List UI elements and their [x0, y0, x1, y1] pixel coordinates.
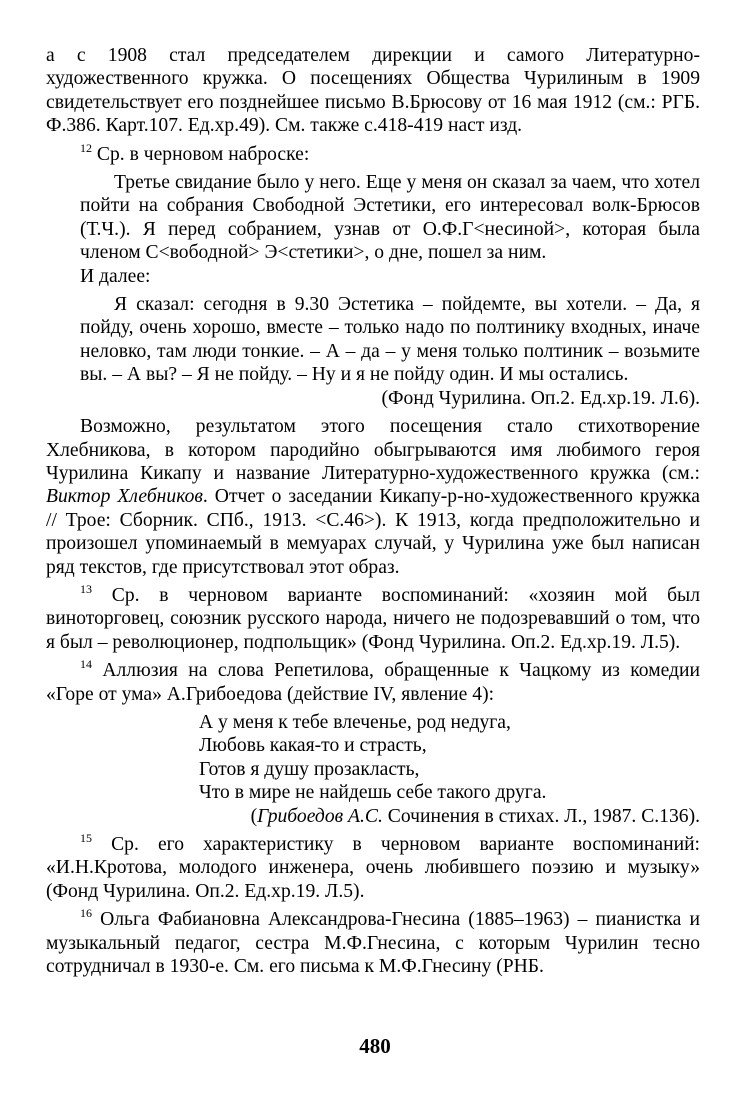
note-15-number: 15	[80, 831, 92, 845]
note-14-number: 14	[80, 657, 92, 672]
note-15-text: Ср. его характеристику в черновом варианте воспоминаний: «И.Н.Кротова, молодого инженера, очень любившего поэзию и музыку» (Фонд Чурилина. Оп.2. Ед.хр.19. Л.5).	[46, 834, 700, 902]
note-14-verse	[199, 711, 700, 828]
note-16-number: 16	[80, 906, 92, 921]
note-12-source: (Фонд Чурилина. Оп.2. Ед.хр.19. Л.6).	[381, 387, 700, 409]
note-12-further: И далее:	[80, 265, 151, 287]
note-12-intro	[46, 140, 700, 166]
note-16-text: Ольга Фабиановна Александрова-Гнесина (1885–1963) – пианистка и музыкальный педагог, сестра М.Ф.Гнесина, с которым Чурилин тесно сотрудничал в 1930-е. См. его письма к М.Ф.Гнесину (РНБ.	[46, 909, 700, 978]
note-12-quote-1: Третье свидание было у него. Еще у меня он сказал за чаем, что хотел пойти на собрания Свободной Эстетики, его интересовал волк-Брюсов (Т.Ч.). Я перед собранием, узнав от О.Ф.Г<несиной>, которая была членом С<вободной> Э<стетики>, о дне, пошел за ним.	[80, 172, 700, 264]
note-12-number: 12	[80, 140, 92, 155]
note-12-quote-2: Я сказал: сегодня в 9.30 Эстетика – пойдемте, вы хотели. – Да, я пойду, очень хорошо, вместе – только надо по полтинику входных, иначе неловко, там люди тонкие. – А – да – у меня только полтиник – возьмите вы. – А вы? – Я не пойду. – Ну и я не пойду один. И мы остались.	[80, 294, 700, 386]
note-12-comment-part-a: Возможно, результатом этого посещения стало стихотворение Хлебникова, в котором пародийно обыгрываются имя любимого героя Чурилина Кикапу и название Литературно-художественного кружка (см.:	[46, 416, 700, 484]
note-12-comment	[46, 415, 700, 579]
note-13	[46, 581, 700, 654]
verse-line: Что в мире не найдешь себе такого друга.	[199, 782, 547, 804]
verse-line: Любовь какая-то и страсть,	[199, 735, 427, 757]
note-13-number: 13	[80, 581, 92, 596]
verse-source-author: Грибоедов А.С.	[257, 805, 383, 827]
page-body	[46, 44, 700, 978]
note-16	[46, 908, 700, 978]
verse-line: А у меня к тебе влеченье, род недуга,	[199, 711, 511, 733]
verse-source-open: (	[250, 805, 258, 827]
verse-line: Готов я душу прозакласть,	[199, 758, 420, 780]
note-12-intro-text: Ср. в черновом наброске:	[96, 143, 310, 165]
note-14-text: Аллюзия на слова Репетилова, обращенные к Чацкому из комедии «Горе от ума» А.Грибоедова (действие IV, явление 4):	[46, 660, 700, 705]
note-14	[46, 659, 700, 706]
verse-source-rest: Сочинения в стихах. Л., 1987. С.136).	[382, 805, 700, 827]
paragraph-continued: а с 1908 стал председателем дирекции и самого Литературно-художественного кружка. О посещениях Общества Чурилиным в 1909 свидетельствует его позднейшее письмо В.Брюсову от 16 мая 1912 (см.: РГБ. Ф.386. Карт.107. Ед.хр.49). См. также с.418-419 наст изд.	[46, 45, 700, 137]
note-15	[46, 833, 700, 903]
note-13-text: Ср. в черновом варианте воспоминаний: «хозяин мой был виноторговец, союзник русского народа, ничего не подозревавший о том, что я был – революционер, подпольщик» (Фонд Чурилина. Оп.2. Ед.хр.19. Л.5).	[46, 584, 700, 653]
verse-source	[199, 805, 700, 828]
note-12-comment-italic: Виктор Хлебников	[46, 486, 203, 508]
note-12-comment-part-b: . Отчет о заседании Кикапу-р-но-художественного кружка // Трое: Сборник. СПб., 1913. <С.46>). К 1913, когда предположительно и произошел упоминаемый в мемуарах случай, у Чурилина уже был написан ряд текстов, где присутствовал этот образ.	[46, 486, 700, 578]
page-number: 480	[359, 1034, 391, 1058]
